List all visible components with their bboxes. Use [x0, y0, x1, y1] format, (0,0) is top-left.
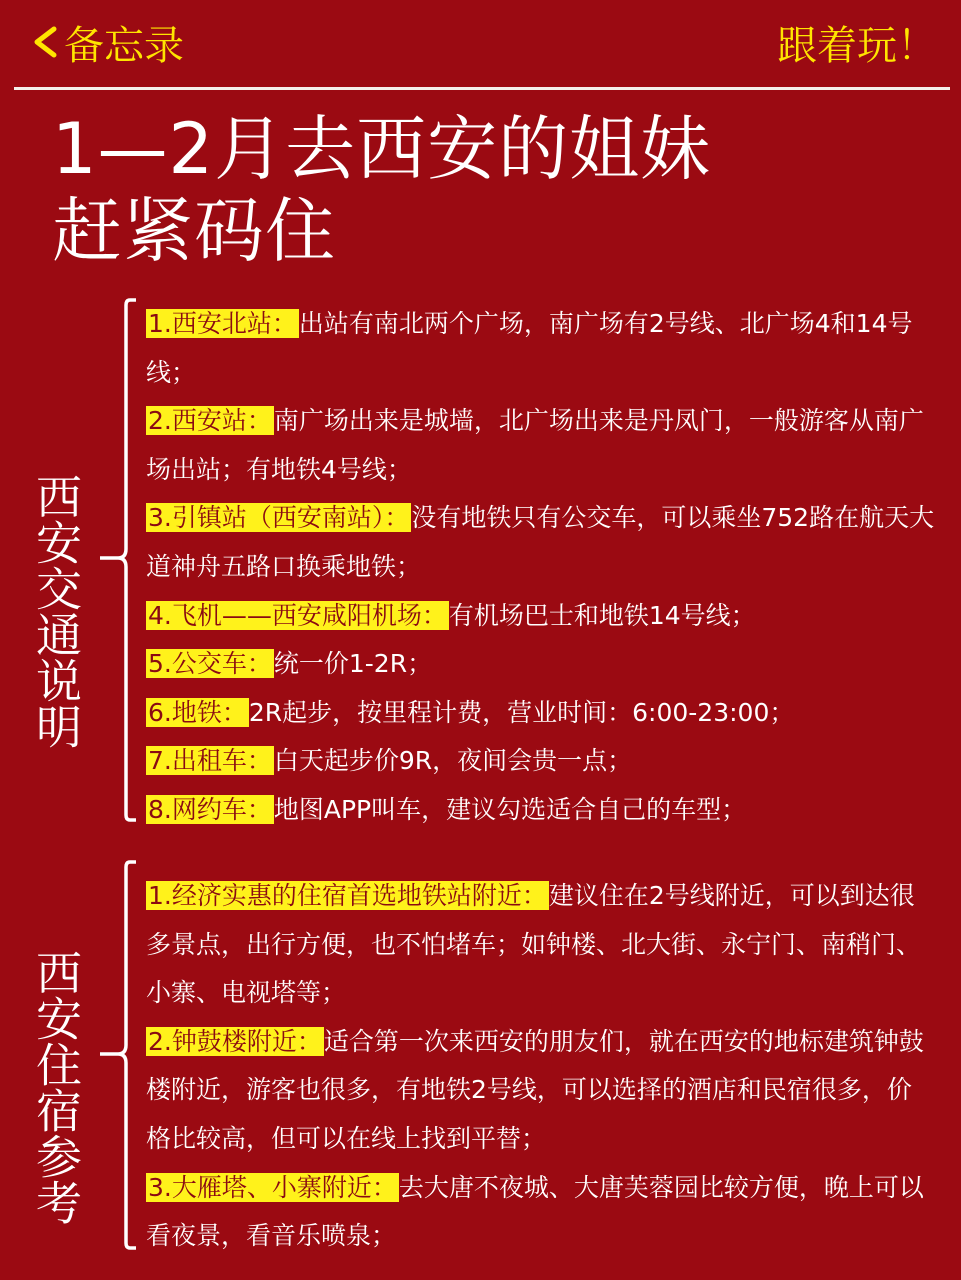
transport-item	[146, 640, 936, 689]
lodging-item-key: 1.经济实惠的住宿首选地铁站附近：	[148, 881, 547, 910]
lodging-list	[146, 872, 936, 1261]
lodging-bracket	[98, 858, 138, 1254]
transport-item-key: 5.公交车：	[148, 649, 272, 679]
lodging-item	[146, 872, 936, 1018]
transport-list	[146, 300, 936, 835]
transport-item-key: 4.飞机——西安咸阳机场：	[148, 600, 447, 630]
transport-item-text: 南广场出来是城墙，北广场出来是丹凤门，一般游客从南广场出站；有地铁4号线；	[146, 406, 924, 484]
transport-item-text: 没有地铁只有公交车，可以乘坐752路在航天大道神舟五路口换乘地铁；	[146, 503, 935, 581]
transport-item	[146, 494, 936, 591]
transport-item-text: 有机场巴士和地铁14号线；	[448, 600, 756, 630]
page-title	[52, 108, 932, 272]
transport-item-text: 白天起步价9R，夜间会贵一点；	[273, 746, 633, 776]
transport-item	[146, 786, 936, 835]
chevron-left-icon	[30, 18, 60, 74]
transport-item-key: 1.西安北站：	[148, 309, 297, 338]
transport-item-key: 8.网约车：	[148, 794, 272, 824]
transport-item	[146, 397, 936, 494]
transport-bracket	[98, 296, 138, 826]
transport-item	[146, 592, 936, 641]
lodging-section-label: 西安住宿参考	[29, 949, 83, 1225]
lodging-item-text: 去大唐不夜城、大唐芙蓉园比较方便，晚上可以看夜景，看音乐喷泉；	[146, 1172, 924, 1251]
transport-item-text: 出站有南北两个广场，南广场有2号线、北广场4和14号线；	[146, 309, 913, 387]
transport-item	[146, 689, 936, 738]
back-button[interactable]	[30, 18, 184, 74]
lodging-item	[146, 1164, 936, 1261]
transport-item-text: 地图APP叫车，建议勾选适合自己的车型；	[273, 794, 747, 824]
lodging-item-text: 建议住在2号线附近，可以到达很多景点，出行方便，也不怕堵车；如钟楼、北大街、永宁门、南稍门、小寨、电视塔等；	[146, 881, 922, 1008]
transport-item-key: 7.出租车：	[148, 746, 272, 776]
back-label: 备忘录	[64, 23, 184, 69]
top-bar	[0, 0, 961, 88]
transport-item-text: 2R起步，按里程计费，营业时间：6:00-23:00；	[248, 697, 795, 727]
transport-item-key: 2.西安站：	[148, 406, 272, 436]
transport-item-key: 6.地铁：	[148, 697, 247, 727]
title-line-2: 赶紧码住	[52, 190, 336, 272]
lodging-item-key: 3.大雁塔、小寨附近：	[148, 1172, 397, 1202]
transport-item	[146, 300, 936, 397]
lodging-item-text: 适合第一次来西安的朋友们，就在西安的地标建筑钟鼓楼附近，游客也很多，有地铁2号线，可以选择的酒店和民宿很多，价格比较高，但可以在线上找到平替；	[146, 1026, 924, 1153]
transport-item-key: 3.引镇站（西安南站）：	[148, 503, 410, 533]
lodging-item-key: 2.钟鼓楼附近：	[148, 1026, 322, 1056]
transport-section-label: 西安交通说明	[29, 473, 83, 749]
lodging-item	[146, 1018, 936, 1164]
title-line-1: 1—2月去西安的姐妹	[52, 108, 712, 190]
transport-item	[146, 737, 936, 786]
follow-label: 跟着玩！	[777, 23, 937, 69]
transport-item-text: 统一价1-2R；	[273, 649, 433, 679]
header-divider	[14, 87, 950, 90]
